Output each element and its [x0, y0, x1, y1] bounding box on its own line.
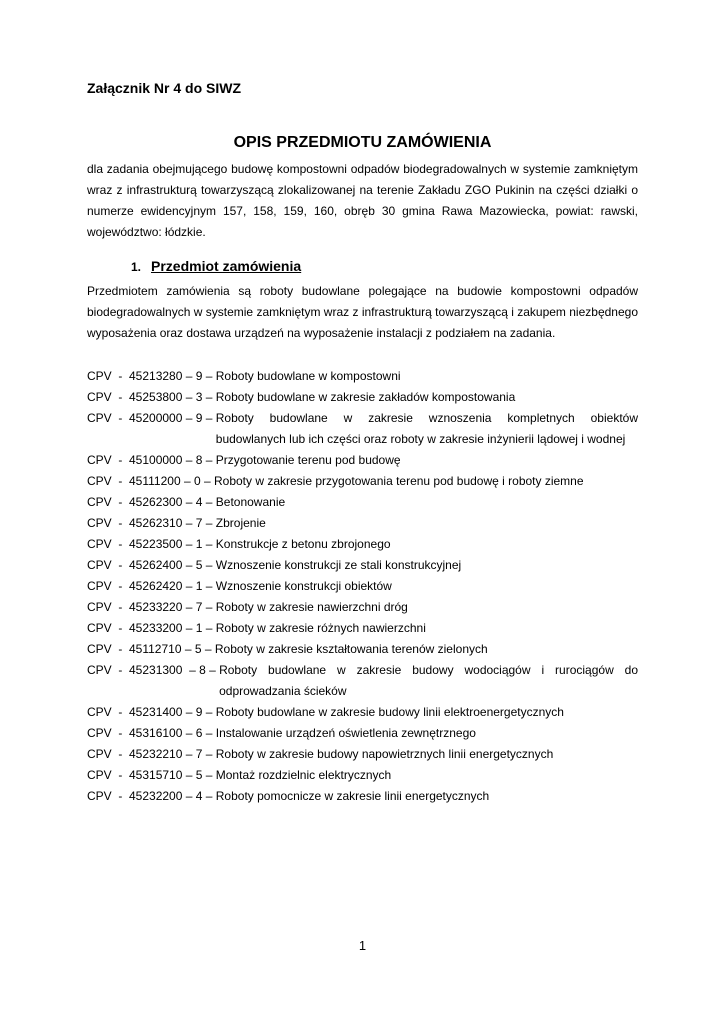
cpv-code: CPV - 45253800 – 3 – [87, 390, 216, 404]
section-number: 1. [131, 260, 142, 274]
cpv-description-line: Roboty budowlane w zakresie wznoszenia kompletnych obiektów [215, 411, 638, 425]
cpv-code: CPV - 45316100 – 6 – [87, 726, 216, 740]
cpv-code: CPV - 45315710 – 5 – [87, 768, 216, 782]
cpv-code: CPV - 45262400 – 5 – [87, 558, 216, 572]
cpv-row [87, 555, 638, 576]
cpv-code: CPV - 45233200 – 1 – [87, 621, 216, 635]
cpv-row [87, 576, 638, 597]
cpv-description: Betonowanie [215, 495, 286, 509]
cpv-description-continuation: odprowadzania ścieków [219, 684, 347, 698]
cpv-code-list [87, 366, 638, 807]
cpv-row [87, 492, 638, 513]
cpv-description: Wznoszenie konstrukcji ze stali konstrukcyjnej [215, 558, 462, 572]
intro-paragraph: dla zadania obejmującego budowę kompostowni odpadów biodegradowalnych w systemie zamkniętym wraz z infrastrukturą towarzyszącą zlokalizowanej na terenie Zakładu ZGO Pukinin na części działki o numerze ewidencyjnym 157, 158, 159, 160, obręb 30 gmina Rawa Mazowiecka, powiat: rawski, województwo: łódzkie. [87, 162, 638, 239]
cpv-description: Roboty budowlane w zakresie zakładów kompostowania [215, 390, 516, 404]
cpv-description-line: Roboty budowlane w zakresie budowy wodociągów i rurociągów do [219, 663, 638, 677]
cpv-description: Instalowanie urządzeń oświetlenia zewnętrznego [215, 726, 476, 740]
cpv-row [87, 471, 638, 492]
annex-label: Załącznik Nr 4 do SIWZ [87, 80, 242, 96]
cpv-description-continuation: budowlanych lub ich części oraz roboty w zakresie inżynierii lądowej i wodnej [215, 432, 626, 446]
cpv-code: CPV - 45231300 – 8 – [87, 663, 220, 677]
cpv-code: CPV - 45233220 – 7 – [87, 600, 216, 614]
cpv-code: CPV - 45111200 – 0 – [87, 474, 214, 488]
cpv-row [87, 723, 638, 744]
cpv-row [87, 639, 638, 660]
cpv-description: Zbrojenie [215, 516, 266, 530]
cpv-row [87, 366, 638, 387]
cpv-row [87, 597, 638, 618]
document-title: OPIS PRZEDMIOTU ZAMÓWIENIA [233, 134, 492, 151]
cpv-description: Roboty pomocnicze w zakresie linii energetycznych [215, 789, 490, 803]
cpv-description: Wznoszenie konstrukcji obiektów [215, 579, 392, 593]
section-title: Przedmiot zamówienia [151, 258, 302, 274]
cpv-code: CPV - 45213280 – 9 – [87, 369, 216, 383]
cpv-description: Roboty budowlane w kompostowni [215, 369, 401, 383]
cpv-row [87, 765, 638, 786]
cpv-row [87, 513, 638, 534]
cpv-code: CPV - 45223500 – 1 – [87, 537, 216, 551]
cpv-description: Montaż rozdzielnic elektrycznych [215, 768, 392, 782]
cpv-description: Przygotowanie terenu pod budowę [215, 453, 401, 467]
cpv-description: Roboty w zakresie budowy napowietrznych linii energetycznych [215, 747, 554, 761]
cpv-description [216, 408, 638, 450]
cpv-row [87, 387, 638, 408]
cpv-code: CPV - 45262310 – 7 – [87, 516, 216, 530]
cpv-code: CPV - 45231400 – 9 – [87, 705, 216, 719]
cpv-description: Roboty w zakresie przygotowania terenu pod budowę i roboty ziemne [213, 474, 584, 488]
cpv-description: Roboty w zakresie różnych nawierzchni [215, 621, 426, 635]
cpv-row [87, 702, 638, 723]
cpv-code: CPV - 45262420 – 1 – [87, 579, 216, 593]
cpv-code: CPV - 45232200 – 4 – [87, 789, 216, 803]
cpv-row [87, 534, 638, 555]
section-body: Przedmiotem zamówienia są roboty budowlane polegające na budowie kompostowni odpadów biodegradowalnych w systemie zamkniętym wraz z infrastrukturą towarzyszącą i zakupem niezbędnego wyposażenia oraz dostawa urządzeń na wyposażenie instalacji z podziałem na zadania. [87, 284, 638, 340]
cpv-row [87, 408, 638, 450]
section-heading [131, 258, 301, 274]
cpv-description: Konstrukcje z betonu zbrojonego [215, 537, 391, 551]
cpv-code: CPV - 45112710 – 5 – [87, 642, 215, 656]
cpv-code: CPV - 45232210 – 7 – [87, 747, 216, 761]
cpv-description: Roboty w zakresie kształtowania terenów zielonych [214, 642, 488, 656]
cpv-code: CPV - 45262300 – 4 – [87, 495, 216, 509]
cpv-row [87, 786, 638, 807]
page-number: 1 [358, 938, 367, 953]
cpv-row [87, 618, 638, 639]
cpv-description: Roboty w zakresie nawierzchni dróg [215, 600, 408, 614]
cpv-row [87, 450, 638, 471]
cpv-description [219, 660, 638, 702]
cpv-code: CPV - 45200000 – 9 – [87, 411, 216, 425]
cpv-row [87, 660, 638, 702]
cpv-row [87, 744, 638, 765]
cpv-description: Roboty budowlane w zakresie budowy linii elektroenergetycznych [215, 705, 564, 719]
cpv-code: CPV - 45100000 – 8 – [87, 453, 216, 467]
